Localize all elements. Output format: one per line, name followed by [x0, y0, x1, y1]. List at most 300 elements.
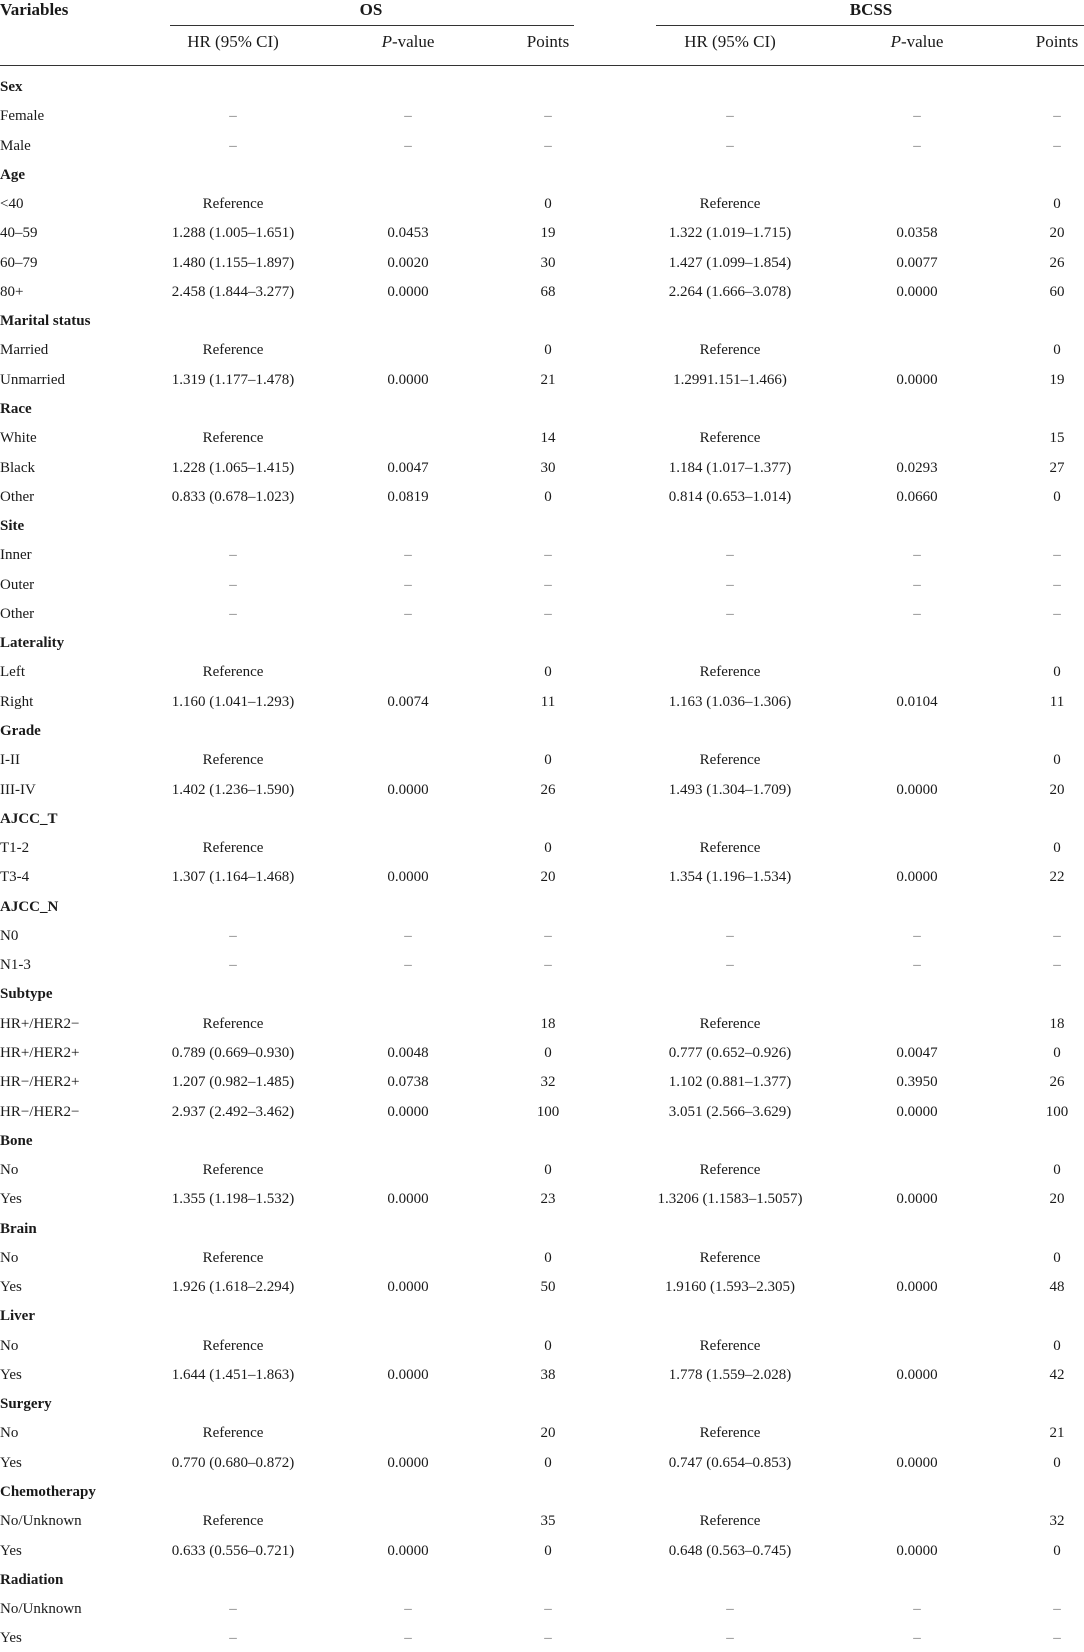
bcss-points-cell: 20 [1049, 225, 1065, 242]
section-label: AJCC_T [0, 810, 58, 827]
section-header-row [0, 1478, 1084, 1506]
os-hr-cell: Reference [202, 1015, 264, 1032]
row-label: No [0, 1249, 19, 1266]
bcss-hr-cell: 0.648 (0.563–0.745) [668, 1542, 792, 1559]
bcss-points-cell: 60 [1049, 283, 1065, 300]
bcss-points-cell: 0 [1053, 840, 1061, 856]
os-pvalue-cell: – [404, 547, 412, 564]
os-hr-cell: Reference [202, 840, 264, 856]
bcss-hr-cell: – [726, 137, 734, 154]
os-points-cell: 14 [540, 430, 556, 447]
bcss-pvalue-cell: 0.0000 [896, 1191, 938, 1208]
os-hr-cell: – [229, 927, 237, 944]
os-points-cell: 21 [540, 371, 556, 388]
section-label: Bone [0, 1132, 33, 1149]
os-pvalue-cell: – [404, 108, 412, 125]
bcss-points-cell: 0 [1053, 342, 1061, 359]
bcss-pvalue-cell: – [913, 605, 921, 622]
table-row [0, 190, 1084, 218]
os-hr-cell: – [229, 137, 237, 154]
os-hr-cell: – [229, 547, 237, 564]
header-os-p-italic: P [381, 32, 392, 51]
os-pvalue-cell: – [404, 927, 412, 944]
bcss-hr-cell: – [726, 1601, 734, 1617]
os-pvalue-cell: 0.0000 [387, 1103, 429, 1120]
header-variables: Variables [0, 0, 69, 19]
table-row [0, 658, 1084, 686]
os-points-cell: 0 [544, 664, 552, 681]
table-row [0, 424, 1084, 452]
row-label: Yes [0, 1191, 22, 1208]
section-header-row [0, 893, 1084, 921]
os-pvalue-cell: 0.0000 [387, 1542, 429, 1559]
section-label: Surgery [0, 1396, 52, 1413]
os-pvalue-cell: 0.0047 [387, 459, 429, 476]
bcss-points-cell: 0 [1053, 664, 1061, 681]
bcss-points-cell: – [1053, 1630, 1061, 1647]
os-points-cell: 23 [540, 1191, 556, 1208]
row-label: Inner [0, 547, 32, 564]
bcss-points-cell: 0 [1053, 1162, 1061, 1178]
section-header-row [0, 161, 1084, 189]
os-hr-cell: – [229, 108, 237, 125]
os-pvalue-cell: – [404, 137, 412, 154]
bcss-pvalue-cell: 0.0047 [896, 1044, 938, 1061]
bcss-pvalue-cell: – [913, 137, 921, 154]
section-header-row [0, 805, 1084, 833]
row-label: White [0, 430, 37, 447]
row-label: Right [0, 693, 34, 710]
row-label: Other [0, 488, 35, 505]
table-row [0, 922, 1084, 950]
bcss-hr-cell: – [726, 957, 734, 974]
bcss-pvalue-cell: 0.3950 [896, 1074, 938, 1091]
section-label: Liver [0, 1308, 35, 1325]
bcss-points-cell: – [1053, 576, 1061, 593]
os-hr-cell: Reference [202, 1249, 264, 1266]
os-points-cell: 0 [544, 1249, 552, 1266]
bcss-points-cell: – [1053, 547, 1061, 564]
row-label: Outer [0, 576, 35, 593]
os-points-cell: 0 [544, 1542, 552, 1559]
table-row [0, 1039, 1084, 1067]
os-points-cell: 35 [540, 1513, 556, 1530]
row-label: Yes [0, 1279, 22, 1296]
os-points-cell: 20 [540, 869, 556, 886]
bcss-hr-cell: 3.051 (2.566–3.629) [668, 1103, 792, 1120]
bcss-hr-cell: Reference [699, 1249, 761, 1266]
table-row [0, 1537, 1084, 1565]
bcss-points-cell: 21 [1049, 1425, 1065, 1442]
header-bottom-rule [0, 65, 1084, 66]
os-pvalue-cell: 0.0048 [387, 1044, 429, 1061]
os-points-cell: 0 [544, 342, 552, 359]
bcss-pvalue-cell: 0.0000 [896, 1454, 938, 1471]
os-hr-cell: 1.402 (1.236–1.590) [171, 781, 295, 798]
bcss-hr-cell: – [726, 576, 734, 593]
bcss-points-cell: 0 [1053, 1337, 1061, 1354]
bcss-hr-cell: Reference [699, 342, 761, 359]
row-label: Married [0, 342, 49, 359]
bcss-pvalue-cell: – [913, 927, 921, 944]
table-row [0, 249, 1084, 277]
row-label: <40 [0, 196, 24, 213]
os-pvalue-cell: – [404, 1630, 412, 1647]
os-points-cell: 0 [544, 1337, 552, 1354]
section-header-row [0, 717, 1084, 745]
os-pvalue-cell: 0.0074 [387, 693, 429, 710]
os-hr-cell: – [229, 1601, 237, 1617]
os-pvalue-cell: 0.0000 [387, 1191, 429, 1208]
os-points-cell: – [544, 1601, 552, 1617]
row-label: Other [0, 605, 35, 622]
bcss-hr-cell: – [726, 605, 734, 622]
bcss-hr-cell: Reference [699, 1425, 761, 1442]
os-hr-cell: – [229, 576, 237, 593]
os-hr-cell: 0.770 (0.680–0.872) [171, 1454, 295, 1471]
os-hr-cell: 1.228 (1.065–1.415) [171, 459, 295, 476]
table-row [0, 1361, 1084, 1389]
bcss-points-cell: 0 [1053, 1454, 1061, 1471]
bcss-points-cell: 32 [1049, 1513, 1065, 1530]
row-label: HR−/HER2− [0, 1103, 80, 1120]
header-os-hr: HR (95% CI) [187, 32, 279, 51]
os-hr-cell: 1.480 (1.155–1.897) [171, 254, 295, 271]
os-pvalue-cell: – [404, 957, 412, 974]
row-label: Yes [0, 1454, 22, 1471]
bcss-pvalue-cell: 0.0293 [896, 459, 938, 476]
section-label: Sex [0, 79, 23, 95]
table-row [0, 688, 1084, 716]
os-points-cell: – [544, 1630, 552, 1647]
os-points-cell: 68 [540, 283, 556, 300]
bcss-points-cell: – [1053, 137, 1061, 154]
os-hr-cell: Reference [202, 664, 264, 681]
bcss-hr-cell: Reference [699, 1015, 761, 1032]
os-points-cell: 11 [540, 693, 556, 710]
section-label: Grade [0, 722, 41, 739]
bcss-hr-cell: Reference [699, 1337, 761, 1354]
bcss-points-cell: – [1053, 605, 1061, 622]
table-row [0, 102, 1084, 130]
bcss-points-cell: 0 [1053, 1044, 1061, 1061]
table-row [0, 1244, 1084, 1272]
os-hr-cell: 1.207 (0.982–1.485) [171, 1074, 295, 1091]
bcss-points-cell: 0 [1053, 1249, 1061, 1266]
section-label: Site [0, 518, 25, 534]
section-header-row [0, 980, 1084, 1008]
bcss-points-cell: 0 [1053, 1542, 1061, 1559]
os-hr-cell: Reference [202, 1425, 264, 1442]
os-pvalue-cell: 0.0020 [387, 254, 429, 271]
bcss-points-cell: 18 [1049, 1015, 1065, 1032]
section-header-row [0, 1127, 1084, 1155]
section-label: Marital status [0, 313, 91, 330]
section-label: AJCC_N [0, 898, 59, 915]
os-group-rule [170, 25, 574, 26]
bcss-hr-cell: 1.2991.151–1.466) [673, 371, 787, 388]
table-row [0, 834, 1084, 862]
os-points-cell: – [544, 957, 552, 974]
os-hr-cell: 0.833 (0.678–1.023) [171, 488, 295, 505]
bcss-points-cell: 26 [1049, 254, 1065, 271]
bcss-pvalue-cell: 0.0660 [896, 488, 938, 505]
table-row [0, 1419, 1084, 1447]
row-label: No [0, 1425, 19, 1442]
row-label: No/Unknown [0, 1513, 82, 1530]
os-points-cell: 30 [540, 459, 556, 476]
row-label: HR−/HER2+ [0, 1074, 80, 1091]
table-row [0, 1332, 1084, 1360]
os-hr-cell: Reference [202, 1513, 264, 1530]
os-hr-cell: 0.789 (0.669–0.930) [171, 1044, 295, 1061]
row-label: No/Unknown [0, 1601, 82, 1617]
bcss-pvalue-cell: 0.0000 [896, 371, 938, 388]
os-hr-cell: Reference [202, 196, 264, 213]
row-label: I-II [0, 752, 20, 769]
os-points-cell: 0 [544, 840, 552, 856]
bcss-hr-cell: 0.814 (0.653–1.014) [668, 488, 792, 505]
os-points-cell: 26 [540, 781, 556, 798]
bcss-hr-cell: – [726, 1630, 734, 1647]
row-label: No [0, 1337, 19, 1354]
table-row [0, 1098, 1084, 1126]
table-row [0, 1595, 1084, 1623]
os-points-cell: 18 [540, 1015, 556, 1032]
os-hr-cell: 1.355 (1.198–1.532) [171, 1191, 295, 1208]
row-label: 80+ [0, 283, 24, 300]
bcss-hr-cell: Reference [699, 1513, 761, 1530]
bcss-points-cell: – [1053, 108, 1061, 125]
bcss-hr-cell: 1.427 (1.099–1.854) [668, 254, 792, 271]
table-row [0, 1068, 1084, 1096]
header-bcss-hr: HR (95% CI) [684, 32, 776, 51]
bcss-pvalue-cell: – [913, 108, 921, 125]
os-pvalue-cell: 0.0000 [387, 1454, 429, 1471]
table-row [0, 278, 1084, 306]
os-points-cell: – [544, 576, 552, 593]
os-hr-cell: – [229, 605, 237, 622]
os-points-cell: 0 [544, 488, 552, 505]
section-header-row [0, 1566, 1084, 1594]
bcss-hr-cell: – [726, 108, 734, 125]
os-hr-cell: 1.926 (1.618–2.294) [171, 1279, 295, 1296]
header-bcss: BCSS [849, 0, 893, 19]
os-points-cell: 20 [540, 1425, 556, 1442]
table-row [0, 454, 1084, 482]
section-label: Laterality [0, 635, 65, 652]
bcss-hr-cell: – [726, 547, 734, 564]
table-row [0, 366, 1084, 394]
os-points-cell: 0 [544, 1454, 552, 1471]
table-row [0, 571, 1084, 599]
header-os-pvalue [382, 32, 435, 52]
os-points-cell: 0 [544, 1044, 552, 1061]
bcss-pvalue-cell: – [913, 576, 921, 593]
bcss-points-cell: 100 [1045, 1103, 1069, 1120]
os-points-cell: 30 [540, 254, 556, 271]
bcss-hr-cell: 1.493 (1.304–1.709) [668, 781, 792, 798]
os-hr-cell: Reference [202, 430, 264, 447]
section-header-row [0, 73, 1084, 101]
bcss-hr-cell: 1.322 (1.019–1.715) [668, 225, 792, 242]
bcss-hr-cell: 1.163 (1.036–1.306) [668, 693, 792, 710]
bcss-points-cell: 26 [1049, 1074, 1065, 1091]
os-points-cell: 19 [540, 225, 556, 242]
os-points-cell: – [544, 605, 552, 622]
bcss-pvalue-cell: 0.0000 [896, 1103, 938, 1120]
table-row [0, 132, 1084, 160]
bcss-hr-cell: 2.264 (1.666–3.078) [668, 283, 792, 300]
os-hr-cell: – [229, 1630, 237, 1647]
bcss-hr-cell: – [726, 927, 734, 944]
bcss-hr-cell: Reference [699, 1162, 761, 1178]
section-label: Age [0, 166, 25, 183]
row-label: T3-4 [0, 869, 30, 886]
bcss-pvalue-cell: 0.0358 [896, 225, 938, 242]
row-label: Female [0, 108, 45, 125]
bcss-points-cell: 15 [1049, 430, 1065, 447]
os-pvalue-cell: 0.0000 [387, 781, 429, 798]
os-points-cell: 50 [540, 1279, 556, 1296]
section-label: Brain [0, 1220, 37, 1237]
bcss-pvalue-cell: 0.0000 [896, 1279, 938, 1296]
table-row [0, 863, 1084, 891]
os-points-cell: 0 [544, 1162, 552, 1178]
os-points-cell: 0 [544, 196, 552, 213]
table-row [0, 336, 1084, 364]
bcss-pvalue-cell: 0.0077 [896, 254, 938, 271]
table-row [0, 1010, 1084, 1038]
bcss-points-cell: 48 [1049, 1279, 1065, 1296]
os-points-cell: – [544, 547, 552, 564]
os-hr-cell: Reference [202, 752, 264, 769]
os-pvalue-cell: 0.0738 [387, 1074, 429, 1091]
section-header-row [0, 1302, 1084, 1330]
section-label: Race [0, 401, 32, 417]
os-pvalue-cell: – [404, 605, 412, 622]
bcss-pvalue-cell: 0.0000 [896, 869, 938, 886]
os-hr-cell: 1.644 (1.451–1.863) [171, 1366, 295, 1383]
table-row [0, 1185, 1084, 1213]
bcss-pvalue-cell: 0.0000 [896, 1542, 938, 1559]
os-hr-cell: Reference [202, 1337, 264, 1354]
bcss-hr-cell: Reference [699, 430, 761, 447]
bcss-points-cell: 0 [1053, 488, 1061, 505]
row-label: N0 [0, 927, 19, 944]
header-bcss-pvalue [891, 32, 944, 52]
bcss-pvalue-cell: 0.0000 [896, 781, 938, 798]
row-label: HR+/HER2− [0, 1015, 80, 1032]
bcss-hr-cell: Reference [699, 840, 761, 856]
section-header-row [0, 512, 1084, 540]
os-hr-cell: 1.307 (1.164–1.468) [171, 869, 295, 886]
os-hr-cell: 1.160 (1.041–1.293) [171, 693, 295, 710]
bcss-points-cell: 19 [1049, 371, 1065, 388]
table-row [0, 1507, 1084, 1535]
row-label: Left [0, 664, 25, 681]
row-label: N1-3 [0, 957, 31, 974]
os-hr-cell: Reference [202, 1162, 264, 1178]
bcss-hr-cell: 1.102 (0.881–1.377) [668, 1074, 792, 1091]
row-label: HR+/HER2+ [0, 1044, 80, 1061]
bcss-points-cell: 20 [1049, 781, 1065, 798]
bcss-pvalue-cell: – [913, 1601, 921, 1617]
table-row [0, 600, 1084, 628]
os-points-cell: 32 [540, 1074, 556, 1091]
os-pvalue-cell: 0.0453 [387, 225, 429, 242]
os-pvalue-cell: 0.0000 [387, 371, 429, 388]
table-row [0, 483, 1084, 511]
bcss-points-cell: 20 [1049, 1191, 1065, 1208]
row-label: 60–79 [0, 254, 38, 271]
bcss-points-cell: 0 [1053, 196, 1061, 213]
bcss-pvalue-cell: 0.0104 [896, 693, 938, 710]
table-row [0, 1449, 1084, 1477]
bcss-pvalue-cell: – [913, 547, 921, 564]
row-label: Unmarried [0, 371, 65, 388]
header-bcss-p-rest: -value [900, 32, 944, 51]
table-row [0, 219, 1084, 247]
os-points-cell: 100 [536, 1103, 560, 1120]
os-points-cell: 38 [540, 1366, 556, 1383]
row-label: Yes [0, 1542, 22, 1559]
header-bcss-p-italic: P [890, 32, 901, 51]
section-header-row [0, 1390, 1084, 1418]
os-hr-cell: 1.288 (1.005–1.651) [171, 225, 295, 242]
os-hr-cell: 1.319 (1.177–1.478) [171, 371, 295, 388]
row-label: No [0, 1162, 19, 1178]
bcss-points-cell: – [1053, 927, 1061, 944]
os-hr-cell: Reference [202, 342, 264, 359]
header-bcss-points: Points [1035, 32, 1079, 51]
bcss-hr-cell: 0.747 (0.654–0.853) [668, 1454, 792, 1471]
bcss-hr-cell: Reference [699, 752, 761, 769]
os-points-cell: – [544, 927, 552, 944]
table-row [0, 746, 1084, 774]
bcss-hr-cell: Reference [699, 664, 761, 681]
row-label: 40–59 [0, 225, 38, 242]
bcss-pvalue-cell: – [913, 1630, 921, 1647]
section-header-row [0, 395, 1084, 423]
header-os: OS [359, 0, 383, 19]
row-label: Male [0, 137, 31, 154]
section-header-row [0, 307, 1084, 335]
table-row [0, 541, 1084, 569]
os-hr-cell: 0.633 (0.556–0.721) [171, 1542, 295, 1559]
row-label: Yes [0, 1366, 22, 1383]
header-os-points: Points [526, 32, 570, 51]
bcss-pvalue-cell: – [913, 957, 921, 974]
bcss-hr-cell: Reference [699, 196, 761, 213]
table-row [0, 1624, 1084, 1652]
os-pvalue-cell: 0.0000 [387, 1366, 429, 1383]
bcss-points-cell: 0 [1053, 752, 1061, 769]
table-row [0, 1156, 1084, 1184]
bcss-points-cell: 22 [1049, 869, 1065, 886]
os-points-cell: – [544, 137, 552, 154]
os-pvalue-cell: – [404, 1601, 412, 1617]
bcss-points-cell: – [1053, 1601, 1061, 1617]
section-label: Chemotherapy [0, 1484, 96, 1500]
table-row [0, 1273, 1084, 1301]
bcss-pvalue-cell: 0.0000 [896, 1366, 938, 1383]
bcss-hr-cell: 1.3206 (1.1583–1.5057) [657, 1191, 803, 1208]
bcss-points-cell: 42 [1049, 1366, 1065, 1383]
table-row [0, 951, 1084, 979]
row-label: III-IV [0, 781, 36, 798]
bcss-pvalue-cell: 0.0000 [896, 283, 938, 300]
